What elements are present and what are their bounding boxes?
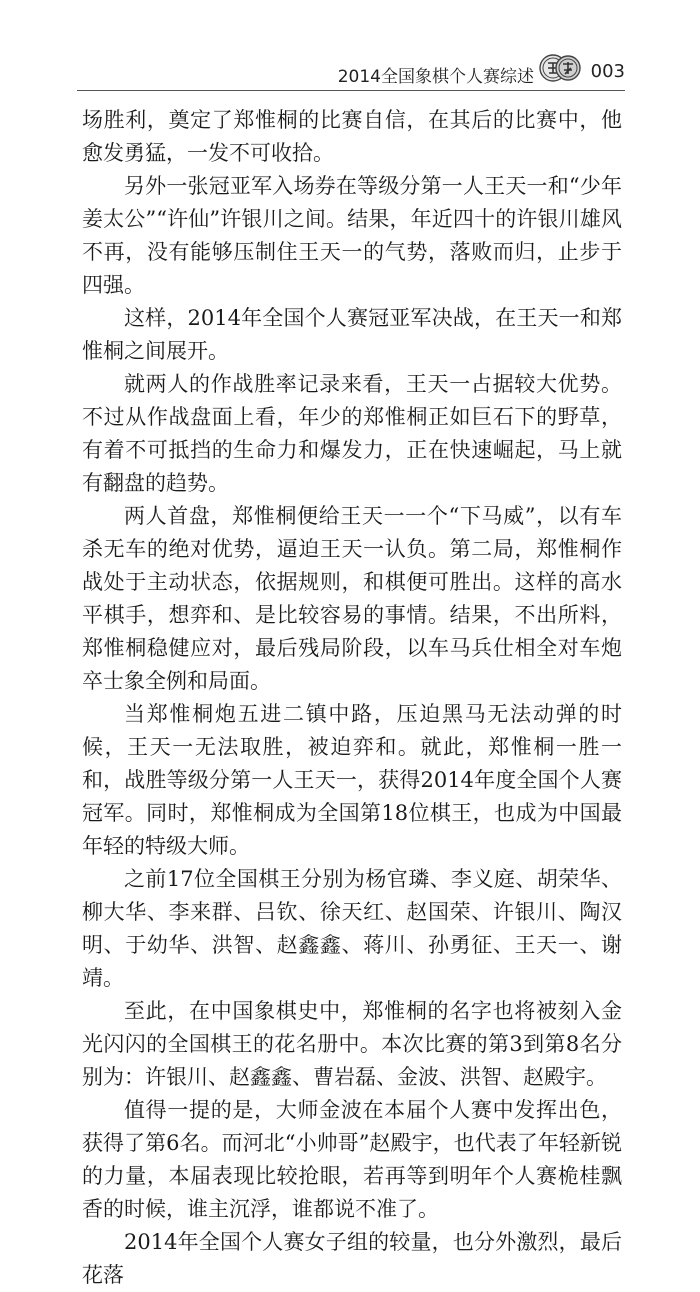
paragraph: 另外一张冠亚军入场券在等级分第一人王天一和“少年姜太公”“许仙”许银川之间。结果，年近四十的许银川雄风不再，没有能够压制住王天一的气势，落败而归，止步于四强。 <box>82 174 622 297</box>
paragraph: 值得一提的是，大师金波在本届个人赛中发挥出色，获得了第6名。而河北“小帅哥”赵殿宇，也代表了年轻新锐的力量，本届表现比较抢眼，若再等到明年个人赛桅桂飘香的时候，谁主沉浮，谁都说不准了。 <box>82 1098 622 1221</box>
paragraph: 这样，2014年全国个人赛冠亚军决战，在王天一和郑惟桐之间展开。 <box>82 306 622 363</box>
paragraph: 两人首盘，郑惟桐便给王天一一个“下马威”，以有车杀无车的绝对优势，逼迫王天一认负。第二局，郑惟桐作战处于主动状态，依据规则，和棋便可胜出。这样的高水平棋手，想弈和、是比较容易的事情。结果，不出所料，郑惟桐稳健应对，最后残局阶段，以车马兵仕相全对车炮卒士象全例和局面。 <box>82 504 622 693</box>
paragraph: 至此，在中国象棋史中，郑惟桐的名字也将被刻入金光闪闪的全国棋王的花名册中。本次比赛的第3到第8名分别为：许银川、赵鑫鑫、曹岩磊、金波、洪智、赵殿宇。 <box>82 999 622 1089</box>
header-title: 2014全国象棋个人赛综述 <box>337 67 534 87</box>
paragraph: 就两人的作战胜率记录来看，王天一占据较大优势。不过从作战盘面上看，年少的郑惟桐正如巨石下的野草，有着不可抵挡的生命力和爆发力，正在快速崛起，马上就有翻盘的趋势。 <box>82 372 622 495</box>
paragraph: 场胜利，奠定了郑惟桐的比赛自信，在其后的比赛中，他愈发勇猛，一发不可收拾。 <box>82 108 622 165</box>
running-header <box>77 48 625 92</box>
header-divider <box>77 90 625 91</box>
page-number: 003 <box>590 61 625 82</box>
paragraph: 之前17位全国棋王分别为杨官璘、李义庭、胡荣华、柳大华、李来群、吕钦、徐天红、赵国荣、许银川、陶汉明、于幼华、洪智、赵鑫鑫、蒋川、孙勇征、王天一、谢靖。 <box>82 867 622 990</box>
paragraph: 2014年全国个人赛女子组的较量，也分外激烈，最后花落 <box>82 1230 622 1287</box>
body-text <box>82 104 622 1292</box>
paragraph: 当郑惟桐炮五进二镇中路，压迫黑马无法动弹的时候，王天一无法取胜，被迫弈和。就此，郑惟桐一胜一和，战胜等级分第一人王天一，获得2014年度全国个人赛冠军。同时，郑惟桐成为全国第18位棋王，也成为中国最年轻的特级大师。 <box>82 702 622 858</box>
chess-pieces-logo-icon <box>539 50 581 86</box>
